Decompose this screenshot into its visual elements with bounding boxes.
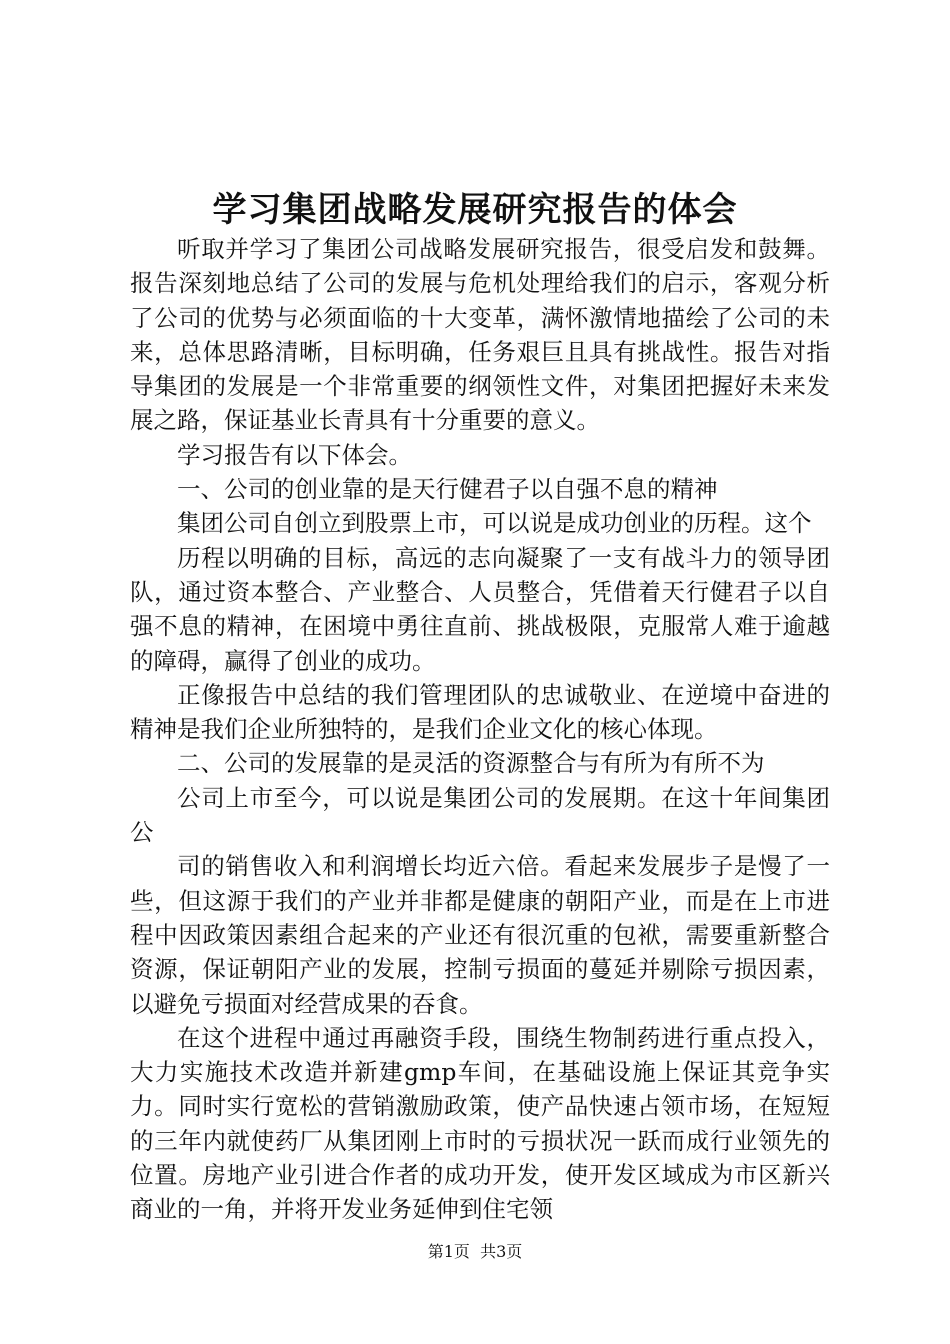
document-body	[130, 232, 830, 1227]
page-number-footer: 第1页 共3页	[427, 1242, 523, 1261]
paragraph: 历程以明确的目标，高远的志向凝聚了一支有战斗力的领导团队，通过资本整合、产业整合、人员整合，凭借着天行健君子以自强不息的精神，在困境中勇往直前、挑战极限，克服常人难于逾越的障碍，赢得了创业的成功。	[130, 543, 830, 675]
paragraph: 公司上市至今，可以说是集团公司的发展期。在这十年间集团公	[130, 783, 830, 847]
paragraph: 学习报告有以下体会。	[177, 440, 412, 469]
section-heading: 二、公司的发展靠的是灵活的资源整合与有所为有所不为	[177, 749, 765, 778]
paragraph: 在这个进程中通过再融资手段，围绕生物制药进行重点投入，大力实施技术改造并新建gmp车间，在基础设施上保证其竞争实力。同时实行宽松的营销激励政策，使产品快速占领市场，在短短的三年内就使药厂从集团刚上市时的亏损状况一跃而成行业领先的位置。房地产业引进合作者的成功开发，使开发区域成为市区新兴商业的一角，并将开发业务延伸到住宅领	[130, 1023, 830, 1224]
document-title: 学习集团战略发展研究报告的体会	[212, 190, 738, 230]
paragraph: 集团公司自创立到股票上市，可以说是成功创业的历程。这个	[177, 509, 812, 538]
paragraph: 听取并学习了集团公司战略发展研究报告，很受启发和鼓舞。报告深刻地总结了公司的发展与危机处理给我们的启示，客观分析了公司的优势与必须面临的十大变革，满怀激情地描绘了公司的未来，总体思路清晰，目标明确，任务艰巨且具有挑战性。报告对指导集团的发展是一个非常重要的纲领性文件，对集团把握好未来发展之路，保证基业长青具有十分重要的意义。	[130, 235, 830, 435]
paragraph: 司的销售收入和利润增长均近六倍。看起来发展步子是慢了一些，但这源于我们的产业并非都是健康的朝阳产业，而是在上市进程中因政策因素组合起来的产业还有很沉重的包袱，需要重新整合资源，保证朝阳产业的发展，控制亏损面的蔓延并剔除亏损因素，以避免亏损面对经营成果的吞食。	[130, 852, 830, 1018]
paragraph: 正像报告中总结的我们管理团队的忠诚敬业、在逆境中奋进的精神是我们企业所独特的，是我们企业文化的核心体现。	[130, 680, 830, 744]
section-heading: 一、公司的创业靠的是天行健君子以自强不息的精神	[177, 475, 718, 504]
